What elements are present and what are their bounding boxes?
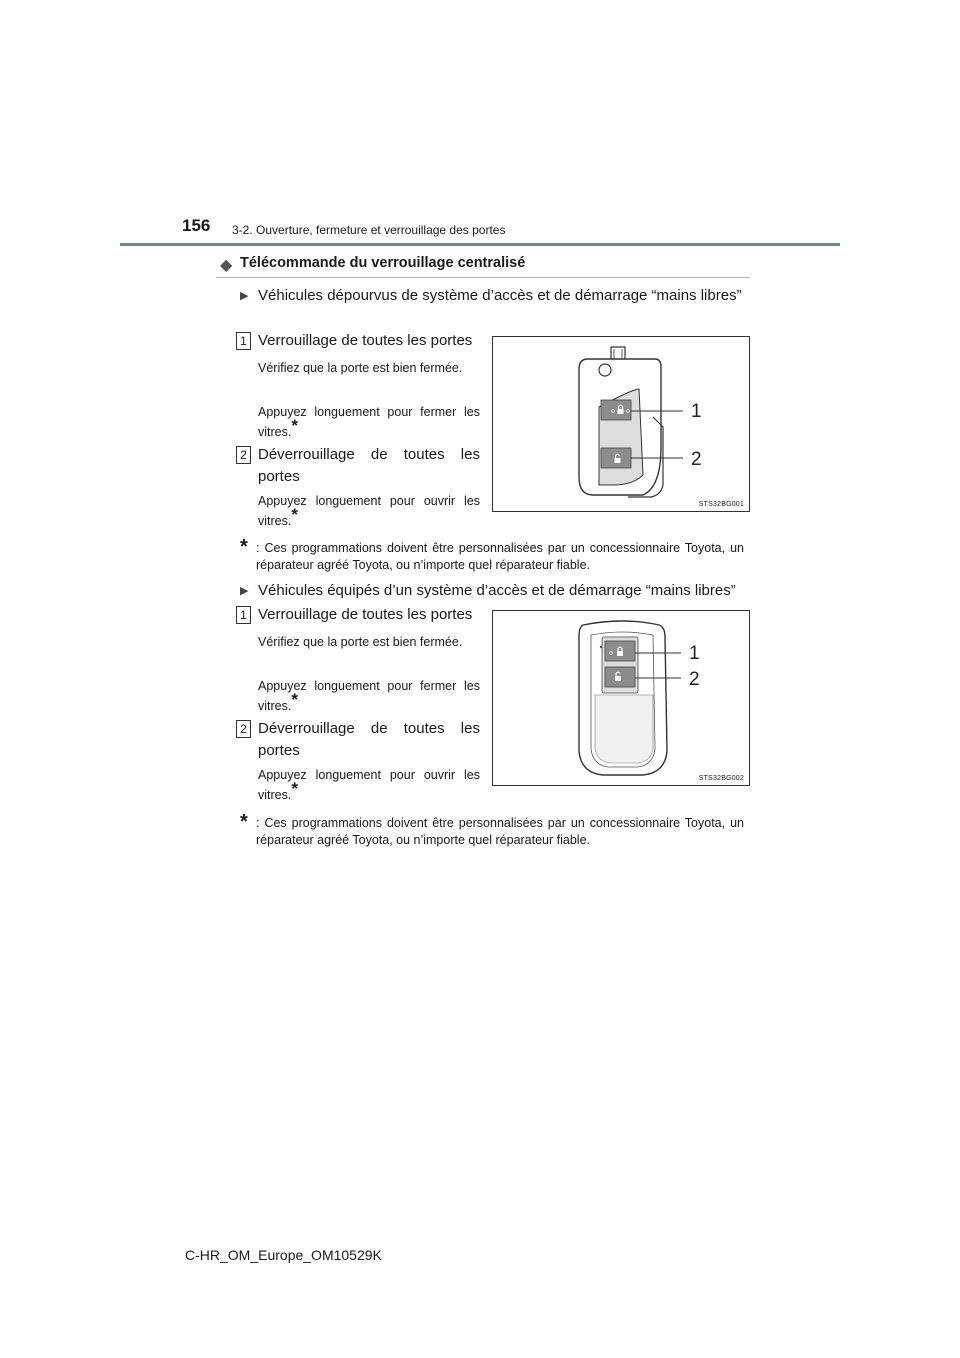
header-rule [120,243,840,246]
asterisk-marker: * [291,504,298,524]
subsection-heading-text: Véhicules équipés d’un système d’accès et de démarrage “mains libres” [258,582,736,599]
footnote-text: : Ces programmations doivent être personnalisées par un concessionnaire Toyota, un réparateur agréé Toyota, ou n’importe quel réparateur fiable. [256,541,744,572]
triangle-right-icon: ▶ [240,585,249,597]
footer-doc-id: C-HR_OM_Europe_OM10529K [185,1247,382,1263]
section-title-bar [216,253,750,278]
subsection-heading-text: Véhicules dépourvus de système d’accès et de démarrage “mains libres” [258,287,742,304]
callout-number: 1 [689,643,700,664]
footnote-marker: * [240,811,248,833]
item-text-content: Appuyez longuement pour fermer les vitres. [258,679,480,713]
section-title: Télécommande du verrouillage centralisé [240,255,526,271]
item-text-content: Appuyez longuement pour fermer les vitres. [258,405,480,439]
item-text-content: Appuyez longuement pour ouvrir les vitres. [258,768,480,802]
item-title: Verrouillage de toutes les portes [258,606,473,623]
item-number-badge: 2 [236,720,251,738]
diamond-icon: ◆ [220,257,233,274]
item-text: Vérifiez que la porte est bien fermée. [258,635,463,649]
section-header: 3-2. Ouverture, fermeture et verrouillage des portes [232,223,506,237]
asterisk-marker: * [291,689,298,709]
remote-key-illustration [493,337,749,511]
item-title: Déverrouillage de toutes les portes [258,720,480,759]
triangle-right-icon: ▶ [240,290,249,302]
footnote-text: : Ces programmations doivent être personnalisées par un concessionnaire Toyota, un réparateur agréé Toyota, ou n’importe quel réparateur fiable. [256,816,744,847]
item-text [258,676,480,716]
asterisk-marker: * [291,778,298,798]
callout-number: 1 [691,401,702,422]
callout-number: 2 [689,669,700,690]
item-title: Déverrouillage de toutes les portes [258,446,480,485]
subsection-heading-1 [242,285,746,307]
subsection-heading-2 [242,580,746,602]
item-text: Vérifiez que la porte est bien fermée. [258,361,463,375]
figure-smart-key-2 [492,610,750,786]
item-text [258,402,480,442]
item-number-badge: 1 [236,332,251,350]
item-text [258,491,480,531]
asterisk-marker: * [291,415,298,435]
item-number-badge: 1 [236,606,251,624]
figure-code: STS32BG001 [698,501,744,508]
callout-number: 2 [691,449,702,470]
footnote-marker: * [240,536,248,558]
item-title: Verrouillage de toutes les portes [258,332,473,349]
item-text [258,765,480,805]
item-number-badge: 2 [236,446,251,464]
page-number: 156 [182,216,211,235]
figure-code: STS32BG002 [698,775,744,782]
smart-key-illustration [493,611,749,785]
figure-remote-key-1 [492,336,750,512]
item-text-content: Appuyez longuement pour ouvrir les vitres. [258,494,480,528]
